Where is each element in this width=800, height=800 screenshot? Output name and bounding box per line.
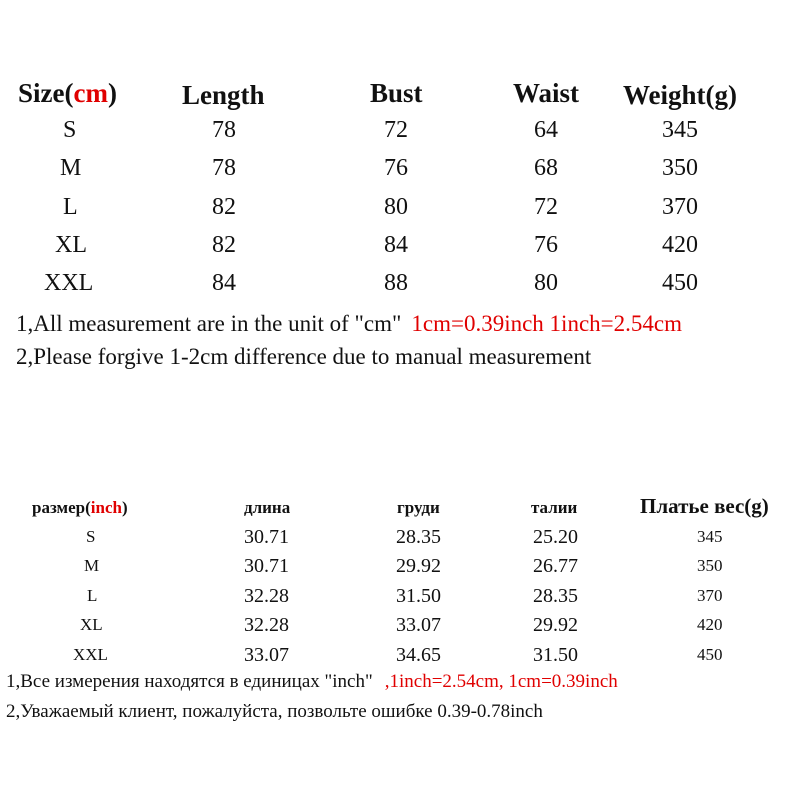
inch-header-bust: груди (397, 498, 440, 517)
inch-note-conversion: ,1inch=2.54cm, 1cm=0.39inch (384, 671, 618, 692)
inch-row-2-size: M (84, 556, 100, 575)
cm-header-bust: Bust (370, 78, 423, 108)
cm-row-1-waist: 64 (534, 117, 558, 143)
cm-row-2-bust: 76 (384, 155, 408, 181)
inch-row-3-size: L (87, 586, 98, 605)
inch-row-5-waist: 31.50 (533, 644, 578, 666)
inch-row-1-bust: 28.35 (396, 526, 441, 548)
cm-row-4-bust: 84 (384, 232, 408, 258)
cm-row-5-length: 84 (212, 270, 236, 296)
cm-row-1-weight: 345 (662, 117, 698, 143)
cm-row-3-weight: 370 (662, 194, 698, 220)
cm-row-5-size: XXL (44, 270, 94, 296)
inch-row-5-bust: 34.65 (396, 644, 441, 666)
cm-note-unit (16, 311, 682, 337)
cm-row-3-length: 82 (212, 194, 236, 220)
inch-row-2-bust: 29.92 (396, 555, 441, 577)
inch-row-5-length: 33.07 (244, 644, 289, 666)
inch-row-1-length: 30.71 (244, 526, 289, 548)
inch-note-unit (6, 671, 618, 693)
cm-row-3-waist: 72 (534, 194, 558, 220)
inch-row-5-size: XXL (73, 645, 108, 664)
inch-row-3-waist: 28.35 (533, 585, 578, 607)
inch-note-unit-text: 1,Все измерения находятся в единицах "inch" (6, 671, 373, 692)
inch-row-3-bust: 31.50 (396, 585, 441, 607)
inch-row-4-weight: 420 (697, 615, 723, 634)
inch-header-size-suffix: ) (121, 498, 128, 517)
cm-row-3-size: L (63, 194, 78, 220)
inch-header-waist: талии (531, 498, 578, 517)
inch-header-size-prefix: размер( (32, 498, 91, 517)
inch-header-size-unit: inch (90, 498, 122, 517)
cm-header-length: Length (182, 80, 265, 110)
cm-row-1-length: 78 (212, 117, 236, 143)
inch-row-1-size: S (86, 527, 96, 546)
inch-row-3-weight: 370 (697, 586, 723, 605)
cm-row-2-length: 78 (212, 155, 236, 181)
cm-row-2-weight: 350 (662, 155, 698, 181)
cm-header-size (18, 78, 117, 109)
cm-row-2-waist: 68 (534, 155, 558, 181)
cm-header-size-prefix: Size( (18, 78, 74, 108)
cm-row-5-waist: 80 (534, 270, 558, 296)
inch-header-weight: Платье вес(g) (640, 494, 769, 518)
cm-header-weight: Weight(g) (623, 80, 737, 110)
inch-row-2-length: 30.71 (244, 555, 289, 577)
cm-row-4-waist: 76 (534, 232, 558, 258)
inch-note-tolerance: 2,Уважаемый клиент, пожалуйста, позвольте ошибке 0.39-0.78inch (6, 701, 543, 722)
inch-row-1-weight: 345 (697, 527, 723, 546)
inch-row-2-waist: 26.77 (533, 555, 578, 577)
cm-header-size-unit: cm (73, 78, 108, 108)
cm-row-1-bust: 72 (384, 117, 408, 143)
cm-row-4-size: XL (55, 232, 87, 258)
cm-row-2-size: M (60, 155, 82, 181)
inch-row-3-length: 32.28 (244, 585, 289, 607)
inch-row-5-weight: 450 (697, 645, 723, 664)
cm-header-size-suffix: ) (107, 78, 117, 108)
inch-header-length: длина (244, 498, 291, 517)
cm-row-3-bust: 80 (384, 194, 408, 220)
cm-row-4-length: 82 (212, 232, 236, 258)
inch-row-4-length: 32.28 (244, 614, 289, 636)
cm-row-5-bust: 88 (384, 270, 408, 296)
inch-row-4-waist: 29.92 (533, 614, 578, 636)
cm-row-4-weight: 420 (662, 232, 698, 258)
inch-header-size (32, 498, 128, 518)
cm-note-conversion: 1cm=0.39inch 1inch=2.54cm (411, 311, 682, 336)
cm-row-1-size: S (63, 117, 77, 143)
cm-note-tolerance: 2,Please forgive 1-2cm difference due to manual measurement (16, 344, 592, 369)
inch-row-1-waist: 25.20 (533, 526, 578, 548)
cm-row-5-weight: 450 (662, 270, 698, 296)
inch-row-4-size: XL (80, 615, 103, 634)
inch-row-4-bust: 33.07 (396, 614, 441, 636)
cm-note-unit-text: 1,All measurement are in the unit of "cm" (16, 311, 402, 336)
cm-header-waist: Waist (513, 78, 580, 108)
inch-row-2-weight: 350 (697, 556, 723, 575)
